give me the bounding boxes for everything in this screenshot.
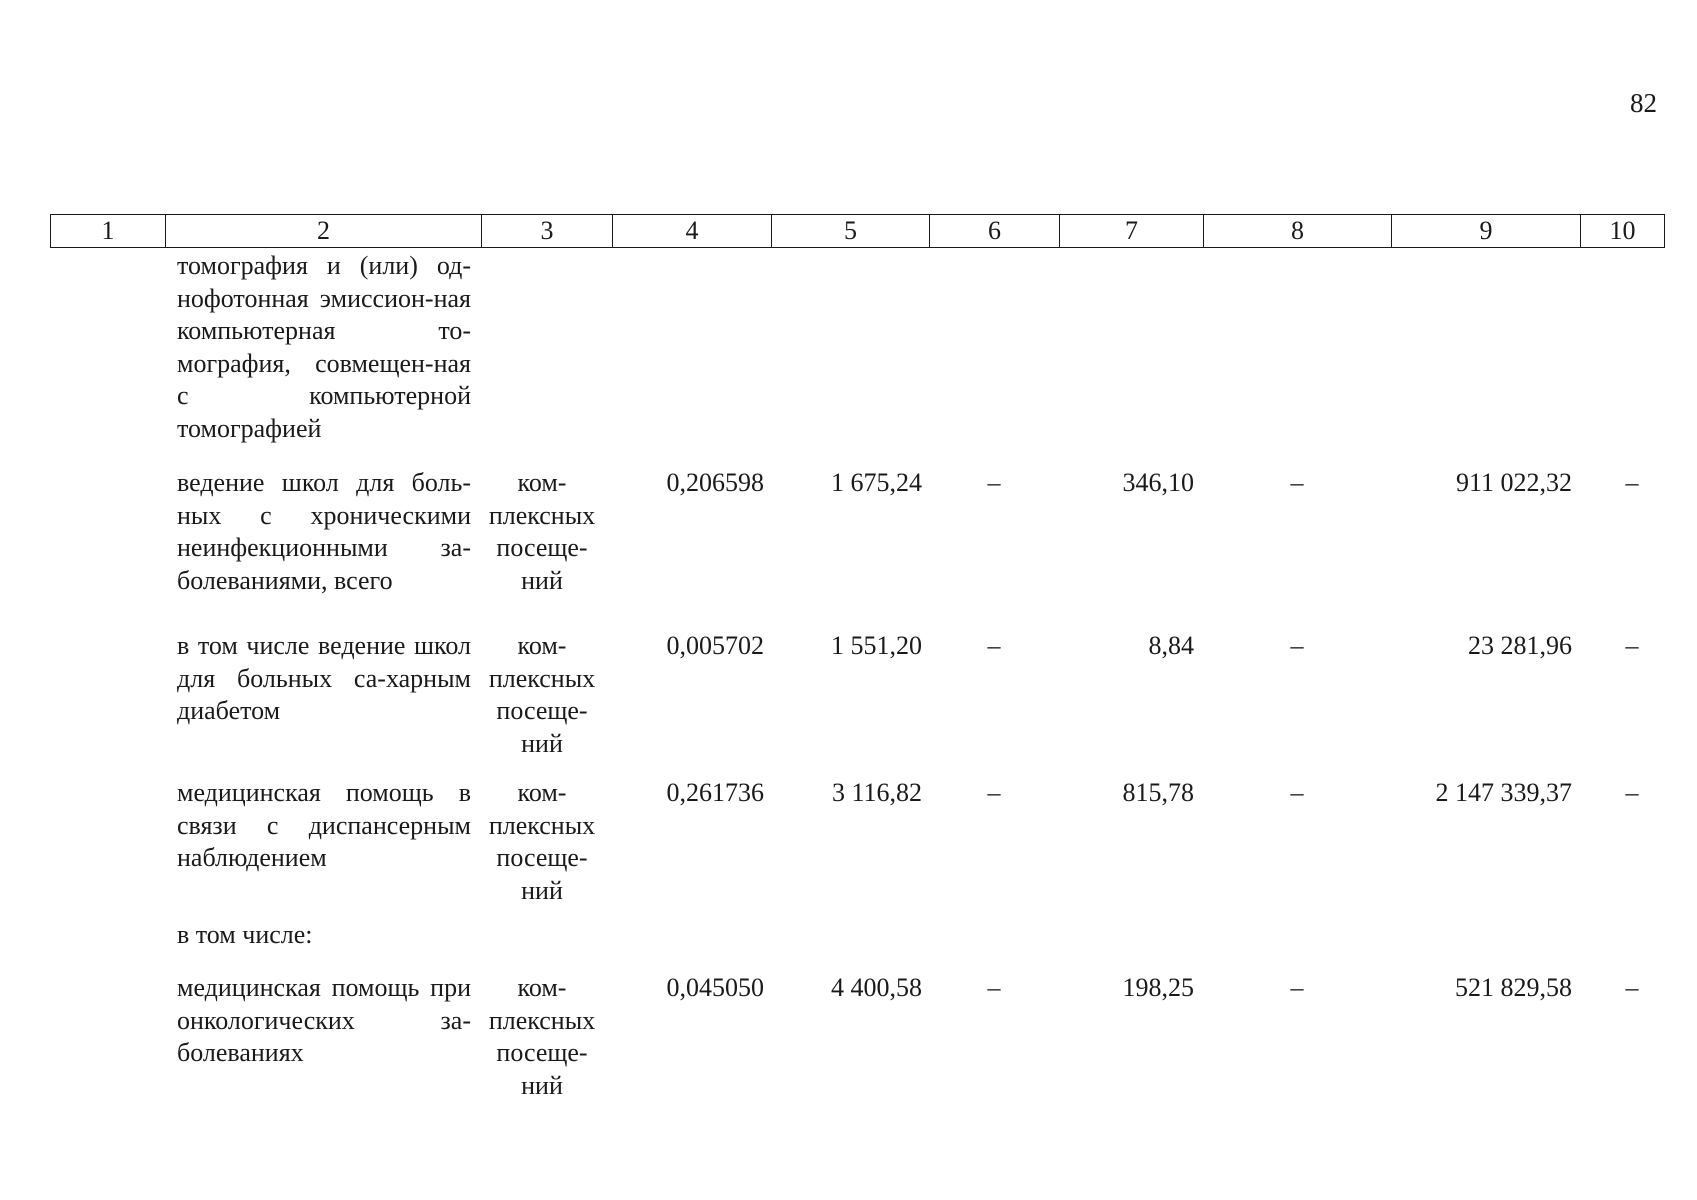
row-value-col7: 815,78: [1122, 778, 1194, 807]
row-description: медицинская помощь в связи с диспансерным наблюдением: [177, 778, 471, 872]
row-value-col8: –: [1290, 631, 1304, 660]
header-col-1: 1: [51, 215, 166, 248]
row-unit: ком-плексных посеще-ний: [488, 778, 596, 905]
header-col-10: 10: [1581, 215, 1665, 248]
row-value-col7: 346,10: [1122, 468, 1194, 497]
row-value-col9: 23 281,96: [1468, 631, 1572, 660]
row-value-col6: –: [987, 468, 1001, 497]
row-value-col9: 911 022,32: [1455, 468, 1572, 497]
header-col-6: 6: [930, 215, 1060, 248]
row-unit: ком-плексных посеще-ний: [488, 631, 596, 758]
row-value-col5: 3 116,82: [831, 778, 922, 807]
subheading: в том числе:: [177, 920, 313, 949]
row-description: в том числе ведение школ для больных са-харным диабетом: [177, 631, 471, 725]
row-value-col10: –: [1625, 778, 1639, 807]
row-value-col8: –: [1290, 468, 1304, 497]
row-value-col9: 521 829,58: [1455, 973, 1572, 1002]
row-value-col10: –: [1625, 468, 1639, 497]
row-description: медицинская помощь при онкологических за-болеваниях: [177, 973, 471, 1067]
header-col-5: 5: [772, 215, 930, 248]
row-description: ведение школ для боль-ных с хроническими неинфекционными за-болеваниями, всего: [177, 468, 471, 595]
header-col-2: 2: [166, 215, 482, 248]
row-value-col5: 1 675,24: [831, 468, 922, 497]
column-number-header: [50, 214, 1665, 248]
row-value-col9: 2 147 339,37: [1435, 778, 1572, 807]
row-unit: ком-плексных посеще-ний: [488, 468, 596, 595]
row-value-col5: 4 400,58: [831, 973, 922, 1002]
row-value-col6: –: [987, 631, 1001, 660]
row-value-col7: 198,25: [1122, 973, 1194, 1002]
row-unit: ком-плексных посеще-ний: [488, 973, 596, 1100]
row-value-col4: 0,045050: [666, 973, 764, 1002]
header-col-7: 7: [1060, 215, 1204, 248]
row-value-col4: 0,261736: [666, 778, 764, 807]
row-value-col10: –: [1625, 631, 1639, 660]
row-value-col7: 8,84: [1148, 631, 1194, 660]
row-value-col5: 1 551,20: [831, 631, 922, 660]
header-col-4: 4: [613, 215, 772, 248]
row-value-col6: –: [987, 973, 1001, 1002]
header-col-8: 8: [1204, 215, 1392, 248]
continuation-description: томография и (или) од-нофотонная эмиссион-ная компьютерная то-мография, совмещен-ная с компьютерной томографией: [177, 251, 471, 443]
row-value-col10: –: [1625, 973, 1639, 1002]
header-col-3: 3: [482, 215, 613, 248]
row-value-col8: –: [1290, 973, 1304, 1002]
row-value-col4: 0,005702: [666, 631, 764, 660]
row-value-col8: –: [1290, 778, 1304, 807]
row-value-col4: 0,206598: [666, 468, 764, 497]
row-value-col6: –: [987, 778, 1001, 807]
header-col-9: 9: [1392, 215, 1581, 248]
page-number: 82: [1630, 88, 1657, 118]
